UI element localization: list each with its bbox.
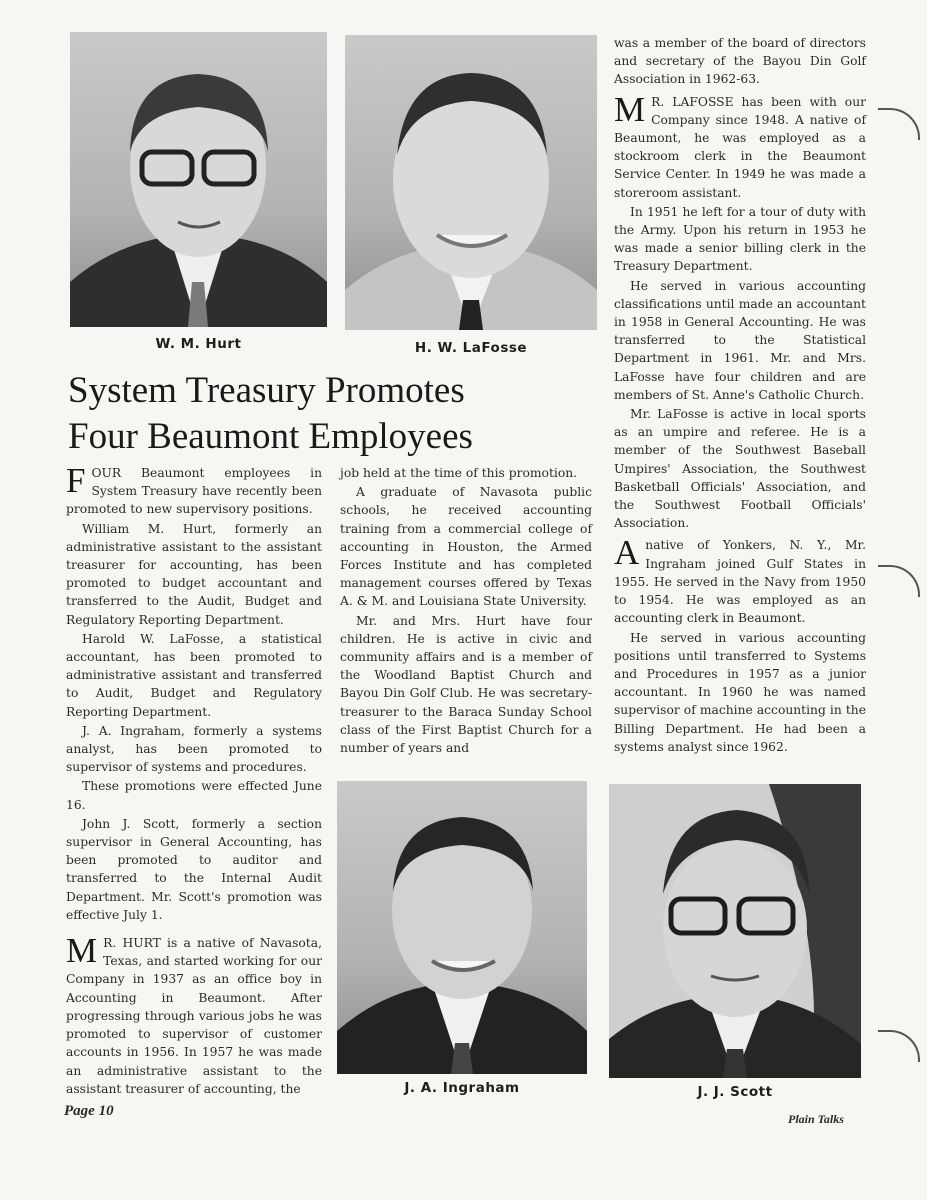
portrait-scott-image	[609, 784, 861, 1078]
headline-line-2: Four Beaumont Employees	[68, 416, 473, 457]
paragraph: M R. HURT is a native of Navasota, Texas, and started working for our Company in 1937 as an office boy in Accounting in Beaumont. After progressing through various jobs he was promoted to supervisor of customer accounts in 1956. In 1957 he was made an administrative assistant to the assistant treasurer of accounting, the	[66, 931, 322, 1096]
paragraph: He served in various accounting classifications until made an accountant in 1958 in General Accounting. He was transferred to the Statistical Department in 1961. Mr. and Mrs. LaFosse have four children and are members of St. Anne's Catholic Church.	[614, 278, 866, 402]
drop-cap: F	[66, 461, 86, 500]
drop-cap: A	[614, 533, 640, 573]
photo-lafosse	[345, 35, 597, 330]
article-column-2	[340, 464, 592, 758]
article-column-3	[614, 34, 866, 757]
binder-ring-mark	[878, 108, 920, 140]
paragraph: Mr. and Mrs. Hurt have four children. He is active in civic and community affairs and is a member of the Woodland Baptist Church and Bayou Din Golf Club. He was secretary-treasurer to the Baraca Sunday School class of the First Baptist Church for a number of years and	[340, 613, 592, 756]
paragraph: job held at the time of this promotion.	[340, 466, 578, 480]
paragraph: Anative of Yonkers, N. Y., Mr. Ingraham joined Gulf States in 1955. He served in the Navy from 1950 to 1954. He was employed as an accounting clerk in Beaumont.	[614, 533, 866, 626]
drop-cap: M	[66, 931, 98, 971]
drop-cap: M	[614, 89, 646, 129]
headline	[68, 368, 548, 460]
caption-scott: J. J. Scott	[697, 1084, 773, 1100]
publication-name: Plain Talks	[788, 1112, 844, 1126]
headline-line-1: System Treasury Promotes	[68, 370, 465, 411]
paragraph: J. A. Ingraham, formerly a systems analyst, has been promoted to supervisor of systems and procedures.	[66, 723, 322, 775]
portrait-hurt-image	[70, 32, 327, 327]
caption-ingraham: J. A. Ingraham	[404, 1080, 520, 1096]
photo-scott	[609, 784, 861, 1078]
paragraph: A graduate of Navasota public schools, he received accounting training from a commercial college of accounting in Houston, the Armed Forces Institute and has completed management courses offered by Texas A. & M. and Louisiana State University.	[340, 485, 592, 609]
portrait-ingraham-image	[337, 781, 587, 1074]
paragraph: Mr. LaFosse is active in local sports as an umpire and referee. He is a member of the Southwest Baseball Umpires' Association, the Southwest Basketball Officials' Association, and the Southwest Football Officials' Association.	[614, 407, 866, 531]
paragraph: John J. Scott, formerly a section supervisor in General Accounting, has been promoted to auditor and transferred to the Internal Audit Department. Mr. Scott's promotion was effective July 1.	[66, 816, 322, 922]
portrait-lafosse-image	[345, 35, 597, 330]
paragraph: FOUR Beaumont employees in System Treasury have recently been promoted to new supervisory positions.	[66, 461, 322, 517]
paragraph: He served in various accounting positions until transferred to Systems and Procedures in 1957 as a junior accountant. In 1960 he was named supervisor of machine accounting in the Billing Department. He had been a systems analyst since 1962.	[614, 630, 866, 754]
photo-ingraham	[337, 781, 587, 1074]
caption-lafosse: H. W. LaFosse	[414, 340, 528, 356]
paragraph: M R. LAFOSSE has been with our Company since 1948. A native of Beaumont, he was employed as a stockroom clerk in the Beaumont Service Center. In 1949 he was made a storeroom assistant.	[614, 89, 866, 200]
binder-ring-mark	[878, 565, 920, 597]
paragraph: was a member of the board of directors and secretary of the Bayou Din Golf Association in 1962-63.	[614, 36, 866, 87]
photo-hurt	[70, 32, 327, 327]
article-column-1	[66, 461, 322, 1099]
paragraph: William M. Hurt, formerly an administrative assistant to the assistant treasurer for accounting, has been promoted to budget accountant and transferred to the Audit, Budget and Regulatory Reporting Department.	[66, 521, 322, 627]
paragraph: In 1951 he left for a tour of duty with the Army. Upon his return in 1953 he was made a senior billing clerk in the Treasury Department.	[614, 204, 866, 274]
paragraph: Harold W. LaFosse, a statistical accountant, has been promoted to administrative assistant and transferred to Audit, Budget and Regulatory Reporting Department.	[66, 631, 322, 719]
paragraph: These promotions were effected June 16.	[66, 779, 322, 812]
binder-ring-mark	[878, 1030, 920, 1062]
caption-hurt: W. M. Hurt	[155, 336, 242, 352]
page-number: Page 10	[64, 1103, 114, 1119]
